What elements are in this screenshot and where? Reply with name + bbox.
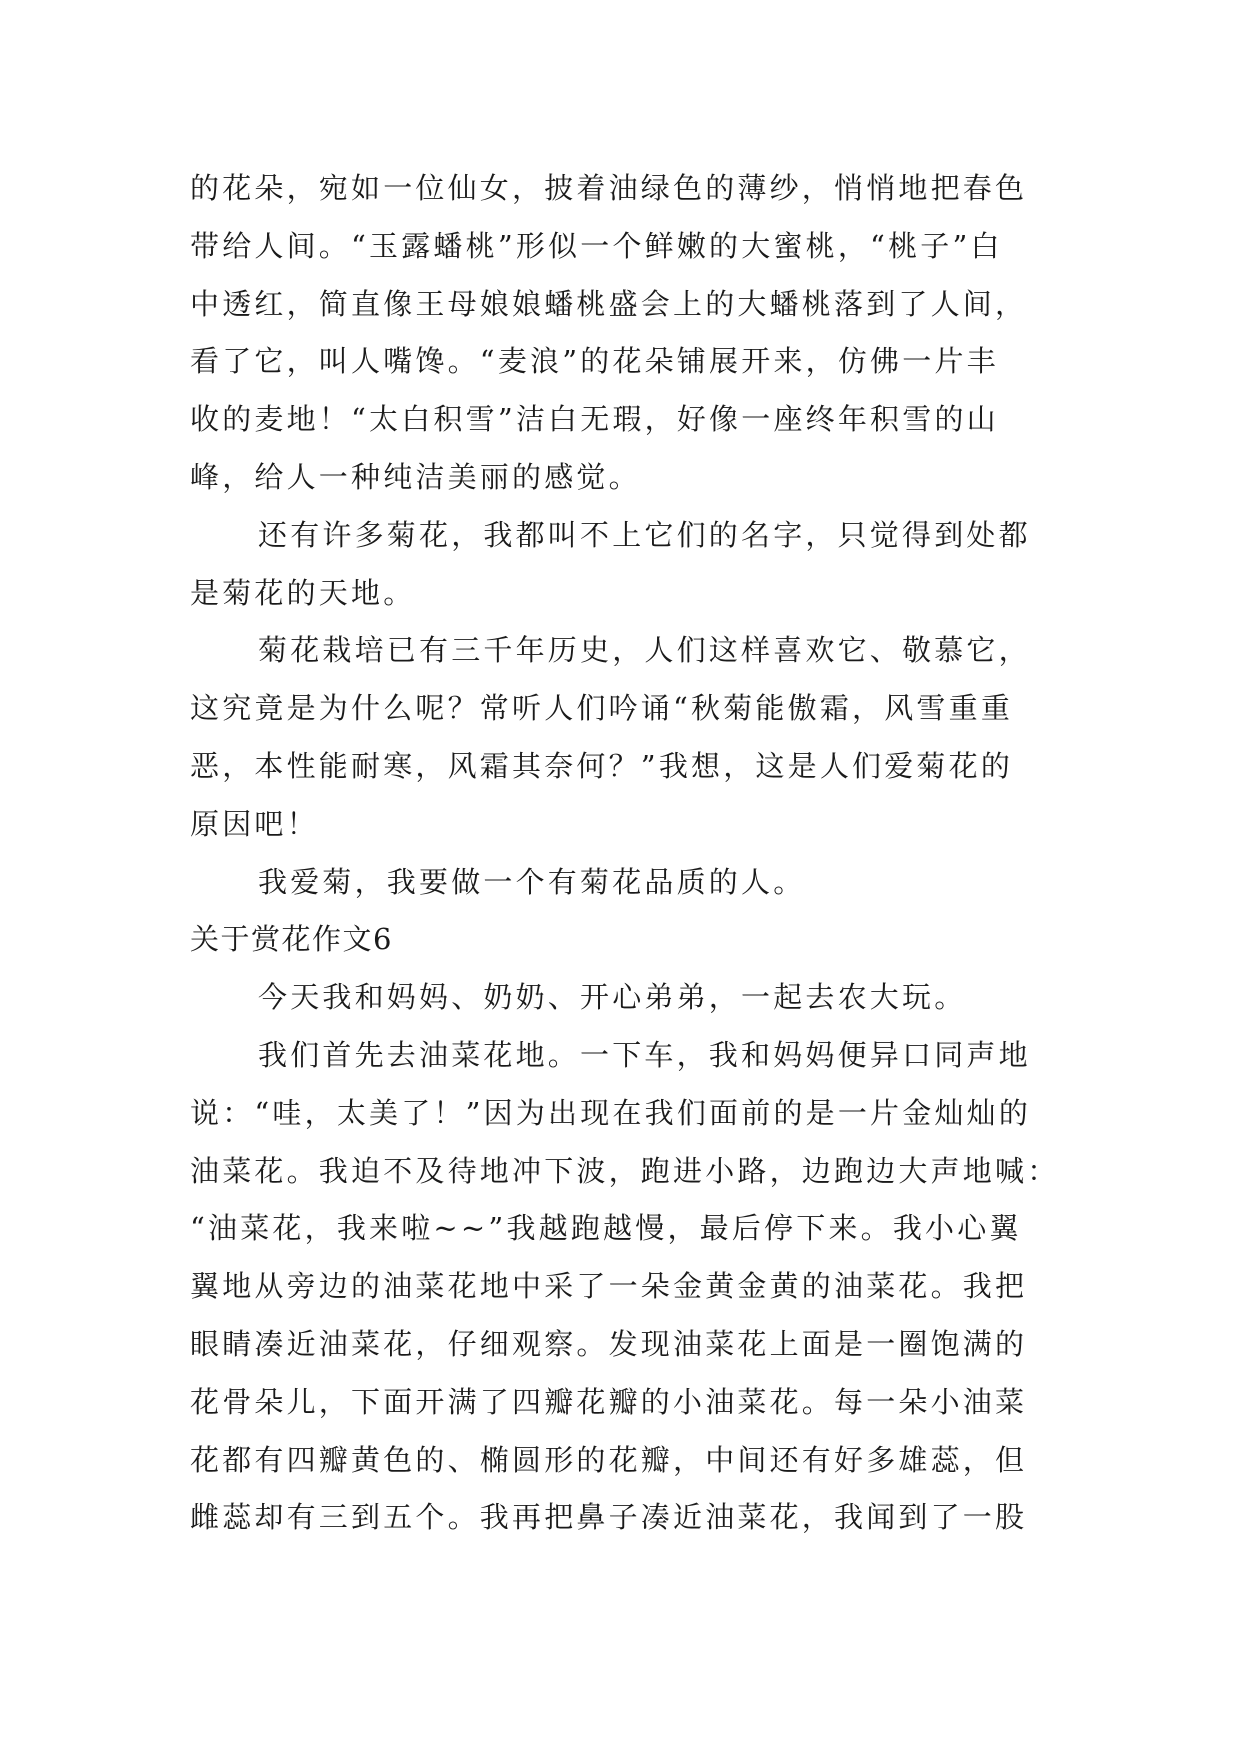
text-line: 看了它，叫人嘴馋。“麦浪”的花朵铺展开来，仿佛一片丰 (190, 344, 999, 379)
text-line: 中透红，简直像王母娘娘蟠桃盛会上的大蟠桃落到了人间， (190, 286, 1028, 321)
document-body (190, 160, 1060, 1547)
text-line: “油菜花，我来啦~~”我越跑越慢，最后停下来。我小心翼 (190, 1211, 1022, 1246)
paragraph-first-line: 还有许多菊花，我都叫不上它们的名字，只觉得到处都 (258, 517, 1031, 552)
text-line: 雌蕊却有三到五个。我再把鼻子凑近油菜花，我闻到了一股 (190, 1500, 1028, 1535)
paragraph-first-line: 我们首先去油菜花地。一下车，我和妈妈便异口同声地 (258, 1037, 1031, 1072)
text-line: 收的麦地！“太白积雪”洁白无瑕，好像一座终年积雪的山 (190, 402, 999, 437)
text-line: 原因吧！ (190, 806, 319, 841)
text-line: 眼睛凑近油菜花，仔细观察。发现油菜花上面是一圈饱满的 (190, 1326, 1028, 1361)
text-line: 翼地从旁边的油菜花地中采了一朵金黄金黄的油菜花。我把 (190, 1269, 1028, 1304)
paragraph-first-line: 菊花栽培已有三千年历史，人们这样喜欢它、敬慕它， (258, 633, 1031, 668)
text-line: 峰，给人一种纯洁美丽的感觉。 (190, 459, 641, 494)
paragraph-first-line: 我爱菊，我要做一个有菊花品质的人。 (258, 864, 806, 899)
text-line: 这究竟是为什么呢？常听人们吟诵“秋菊能傲霜，风雪重重 (190, 691, 1014, 726)
paragraph-first-line: 今天我和妈妈、奶奶、开心弟弟，一起去农大玩。 (258, 980, 967, 1015)
text-line: 花骨朵儿，下面开满了四瓣花瓣的小油菜花。每一朵小油菜 (190, 1384, 1028, 1419)
text-line: 恶，本性能耐寒，风霜其奈何？”我想，这是人们爱菊花的 (190, 748, 1014, 783)
text-line: 说：“哇，太美了！”因为出现在我们面前的是一片金灿灿的 (190, 1095, 1032, 1130)
text-line: 花都有四瓣黄色的、椭圆形的花瓣，中间还有好多雄蕊，但 (190, 1442, 1028, 1477)
section-heading: 关于赏花作文6 (190, 922, 393, 957)
text-line: 是菊花的天地。 (190, 575, 416, 610)
text-line: 油菜花。我迫不及待地冲下波，跑进小路，边跑边大声地喊： (190, 1153, 1060, 1188)
text-line: 的花朵，宛如一位仙女，披着油绿色的薄纱，悄悄地把春色 (190, 171, 1028, 205)
text-line: 带给人间。“玉露蟠桃”形似一个鲜嫩的大蜜桃，“桃子”白 (190, 228, 1003, 263)
